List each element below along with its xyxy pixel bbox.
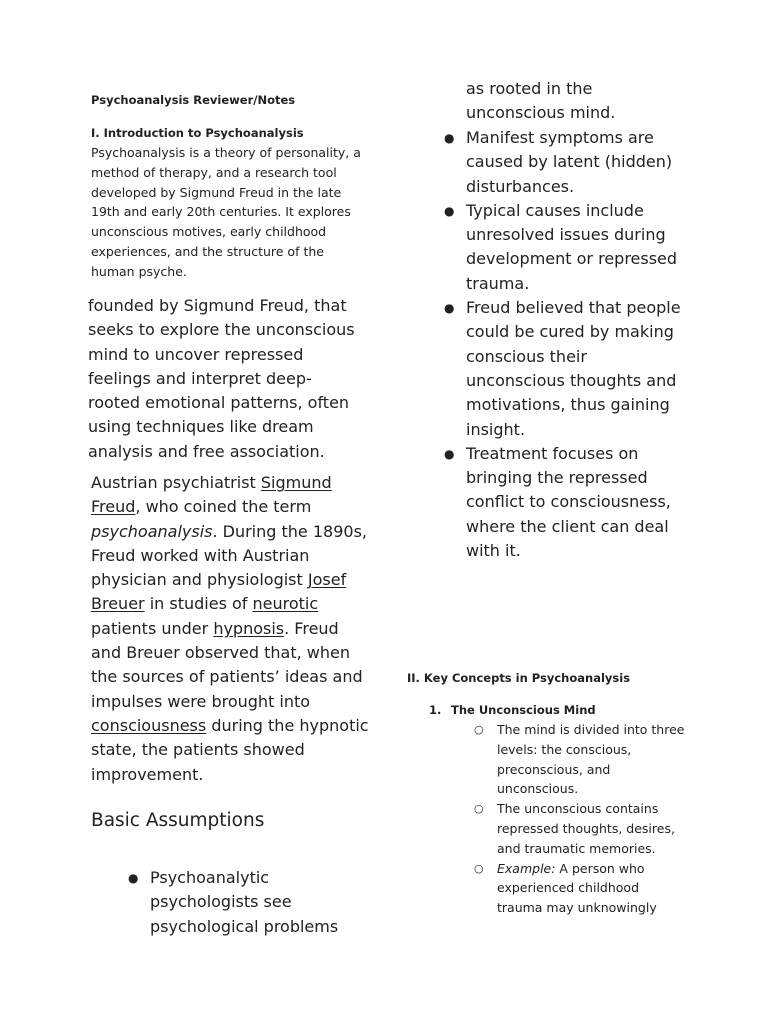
freud-paragraph: Austrian psychiatrist Sigmund Freud, who coined the term psychoanalysis. During the 1890s, Freud worked with Austrian physician and physiologist Josef Breuer in studies of neurotic patients under hypnosis. Freud and Breuer observed that, when the sources of patients’ ideas and impulses were brought into consciousness during the hypnotic state, the patients showed improvement. <box>91 473 369 784</box>
section1-paragraph: Psychoanalysis is a theory of personality, a method of therapy, and a research tool developed by Sigmund Freud in the late 19th and early 20th centuries. It explores unconscious motives, early childhood experiences, and the structure of the human psyche. <box>91 145 361 279</box>
unconscious-mind-sublist <box>474 720 688 918</box>
list-item: ● Psychoanalytic psychologists see psychological problems <box>128 866 368 939</box>
link-josef-breuer[interactable]: Josef Breuer <box>91 570 347 614</box>
document-title: Psychoanalysis Reviewer/Notes <box>91 93 296 107</box>
item1-title: The Unconscious Mind <box>451 703 596 717</box>
founded-paragraph: founded by Sigmund Freud, that seeks to explore the unconscious mind to uncover repressed feelings and interpret deep-rooted emotional patterns, often using techniques like dream analysis and free association. <box>88 296 355 461</box>
section2-heading: II. Key Concepts in Psychoanalysis <box>407 671 631 685</box>
link-sigmund-freud[interactable]: Sigmund Freud <box>91 473 332 517</box>
item1-number: 1. <box>429 703 442 717</box>
list-item: ● Typical causes include unresolved issues during development or repressed trauma. <box>444 199 689 296</box>
example-label: Example: <box>497 860 556 876</box>
list-item: ● Freud believed that people could be cured by making conscious their unconscious thoughts and motivations, thus gaining insight. <box>444 296 689 442</box>
term-psychoanalysis: psychoanalysis <box>91 521 213 541</box>
section1-heading: I. Introduction to Psychoanalysis <box>91 126 304 140</box>
assumptions-list-continued <box>444 126 689 563</box>
list-item: ● Treatment focuses on bringing the repressed conflict to consciousness, where the client can deal with it. <box>444 442 689 563</box>
link-consciousness[interactable]: consciousness <box>91 715 207 735</box>
link-neurotic[interactable]: neurotic <box>252 594 319 614</box>
list-item: ○ The mind is divided into three levels: the conscious, preconscious, and unconscious. <box>474 720 688 799</box>
list-item: ○ Example: A person who experienced childhood trauma may unknowingly <box>474 859 688 918</box>
basic-assumptions-list <box>128 866 368 939</box>
link-hypnosis[interactable]: hypnosis <box>213 618 285 638</box>
list-item: ● Manifest symptoms are caused by latent (hidden) disturbances. <box>444 126 689 199</box>
basic-assumptions-heading: Basic Assumptions <box>91 810 265 831</box>
continuation-text: as rooted in the unconscious mind. <box>466 79 616 123</box>
list-item: ○ The unconscious contains repressed thoughts, desires, and traumatic memories. <box>474 799 688 858</box>
